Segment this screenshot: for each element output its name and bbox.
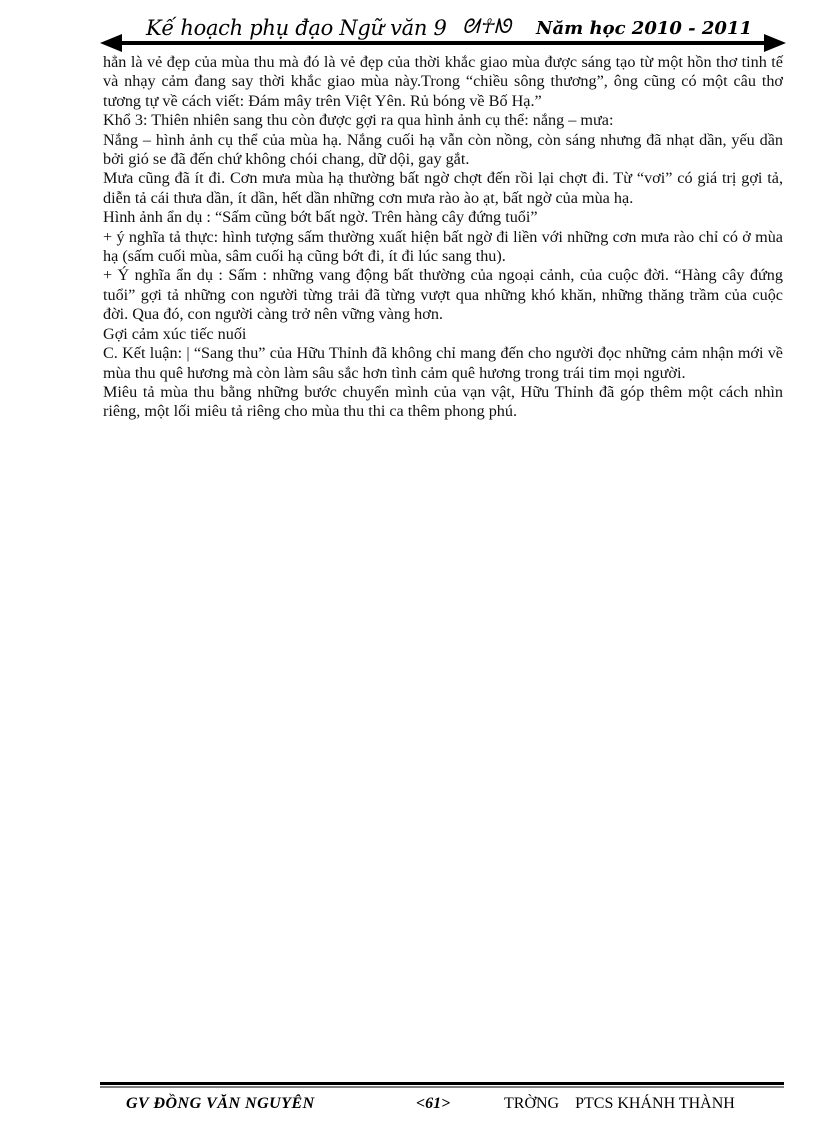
- page-header: [100, 14, 786, 54]
- footer-author: GV ĐỒNG VĂN NGUYÊN: [126, 1095, 315, 1112]
- page-footer: [100, 1095, 784, 1117]
- header-ornament: ᘛ☥ᘚ: [462, 14, 511, 38]
- paragraph: hẳn là vẻ đẹp của mùa thu mà đó là vẻ đẹp của thời khắc giao mùa được sáng tạo từ một hồn thơ tinh tế và nhạy cảm đang say thời khắc giao mùa này.Trong “chiều sông thương”, ông cũng có một câu thơ tương tự về cách viết: Đám mây trên Việt Yên. Rủ bóng về Bố Hạ.”: [103, 53, 783, 110]
- paragraph: Khổ 3: Thiên nhiên sang thu còn được gợi ra qua hình ảnh cụ thể: nắng – mưa:: [103, 111, 614, 130]
- header-title: Kế hoạch phụ đạo Ngữ văn 9: [146, 16, 447, 40]
- paragraph: Hình ảnh ẩn dụ : “Sấm cũng bớt bất ngờ. Trên hàng cây đứng tuổi”: [103, 208, 538, 227]
- paragraph: Mưa cũng đã ít đi. Cơn mưa mùa hạ thường bất ngờ chợt đến rồi lại chợt đi. Từ “vơi” có giá trị gợi tả, diễn tả cái thưa dần, ít dần, hết dần những cơn mưa rào ào ạt, bất ngờ của mùa hạ.: [103, 169, 783, 207]
- paragraph: Nắng – hình ảnh cụ thể của mùa hạ. Nắng cuối hạ vẫn còn nồng, còn sáng nhưng đã nhạt dần, yếu dần bởi gió se đã đến chứ không chói chang, dữ dội, gay gắt.: [103, 130, 783, 169]
- page-number: <61>: [416, 1095, 451, 1112]
- footer-double-rule: [100, 1082, 784, 1088]
- header-double-arrow: [100, 32, 786, 54]
- document-body: [103, 53, 783, 422]
- header-school-year: Năm học 2010 - 2011: [536, 18, 752, 39]
- paragraph: + Ý nghĩa ẩn dụ : Sấm : những vang động bất thường của ngoại cảnh, của cuộc đời. “Hàng cây đứng tuổi” gợi tả những con người từng trải đã từng vượt qua những khó khăn, những thăng trầm của cuộc đời. Qua đó, con người càng trở nên vững vàng hơn.: [103, 266, 783, 324]
- paragraph: C. Kết luận: | “Sang thu” của Hữu Thỉnh đã không chỉ mang đến cho người đọc những cảm nhận mới về mùa thu quê hương mà còn làm sâu sắc hơn tình cảm quê hương trong trái tim mọi người.: [103, 344, 783, 382]
- paragraph: + ý nghĩa tả thực: hình tượng sấm thường xuất hiện bất ngờ đi liền với những cơn mưa rào chỉ có ở mùa hạ (sấm cuối mùa, sâm cuối hạ cũng bớt đi, ít đi lúc sang thu).: [103, 227, 783, 266]
- footer-school: TRỜNG PTCS KHÁNH THÀNH: [504, 1095, 735, 1112]
- paragraph: Gợi cảm xúc tiếc nuối: [103, 324, 247, 343]
- paragraph: Miêu tả mùa thu bằng những bước chuyển mình của vạn vật, Hữu Thỉnh đã góp thêm một cách nhìn riêng, một lối miêu tả riêng cho mùa thu thi ca thêm phong phú.: [103, 382, 783, 421]
